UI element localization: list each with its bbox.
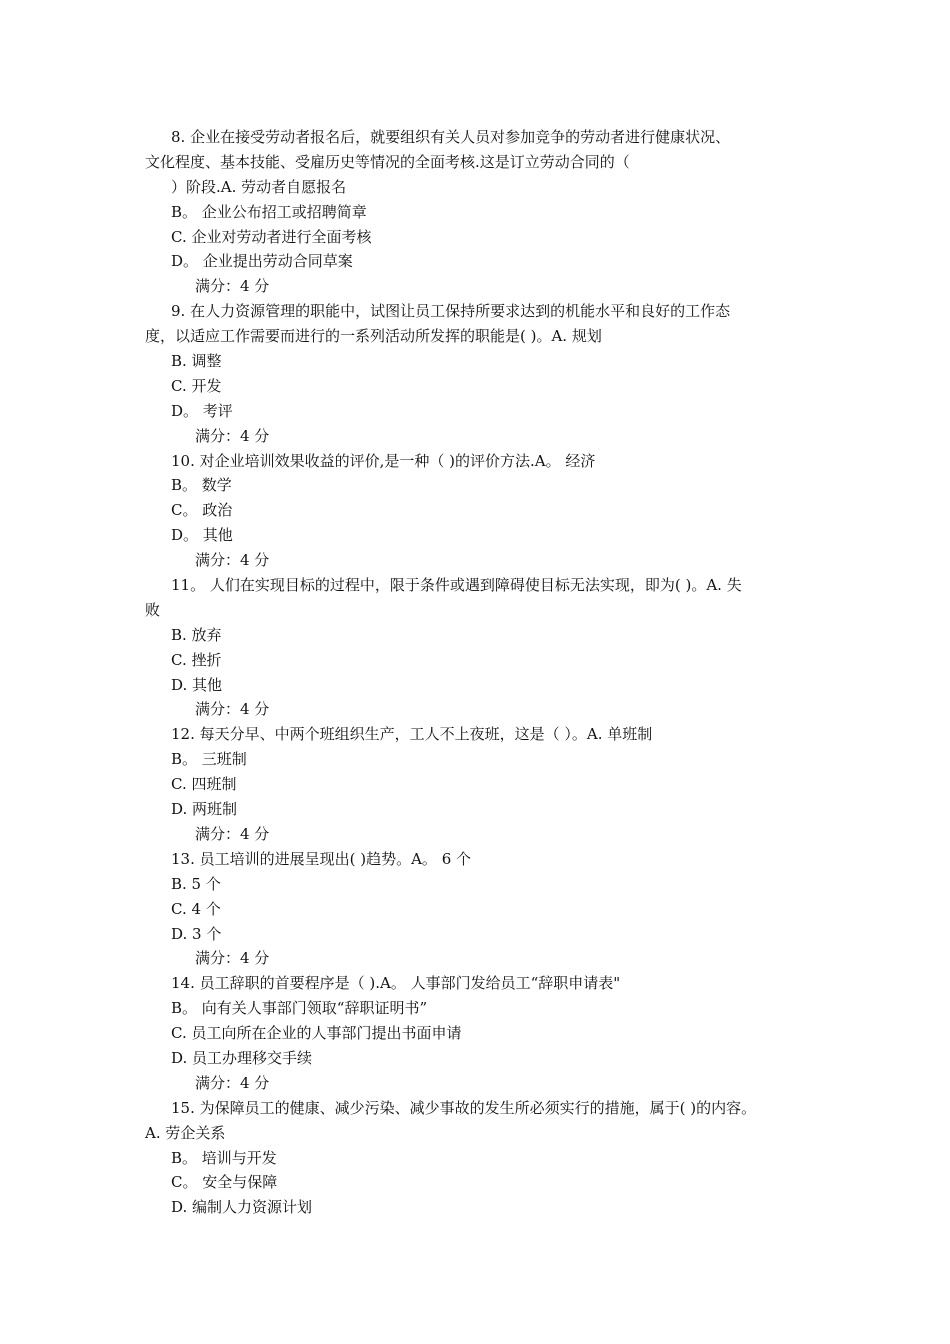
question-10-option-d: D。 其他 <box>171 526 233 545</box>
question-list <box>145 125 813 1220</box>
question-9-line-1: 9. 在人力资源管理的职能中，试图让员工保持所要求达到的机能水平和良好的工作态 <box>171 302 731 321</box>
question-14-score: 满分：4 分 <box>195 1073 270 1092</box>
question-12-line-1: 12. 每天分早、中两个班组织生产，工人不上夜班，这是（ ）。A. 单班制 <box>171 725 653 744</box>
question-8-line-2: 文化程度、基本技能、受雇历史等情况的全面考核.这是订立劳动合同的（ <box>145 152 630 171</box>
question-11-option-c: C. 挫折 <box>171 650 222 669</box>
question-10-line-1: 10. 对企业培训效果收益的评价,是一种（ )的评价方法.A。 经济 <box>171 451 596 470</box>
question-15-option-c: C。 安全与保障 <box>171 1173 278 1192</box>
question-14-option-c: C. 员工向所在企业的人事部门提出书面申请 <box>171 1024 462 1043</box>
question-12-option-d: D. 两班制 <box>171 800 238 819</box>
question-11-option-d: D. 其他 <box>171 675 223 694</box>
question-14-option-d: D. 员工办理移交手续 <box>171 1048 313 1067</box>
question-15-option-d: D. 编制人力资源计划 <box>171 1198 313 1217</box>
question-15-line-1: 15. 为保障员工的健康、减少污染、减少事故的发生所必须实行的措施，属于( )的内容。 <box>171 1098 757 1117</box>
question-9-option-b: B. 调整 <box>171 352 222 371</box>
question-12-option-b: B。 三班制 <box>171 750 247 769</box>
question-8-option-b: B。 企业公布招工或招聘简章 <box>171 202 367 221</box>
question-13-option-c: C. 4 个 <box>171 899 221 918</box>
question-10-option-b: B。 数学 <box>171 476 232 495</box>
question-14-option-b: B。 向有关人事部门领取“辞职证明书” <box>171 999 428 1018</box>
question-10-option-c: C。 政治 <box>171 501 233 520</box>
question-9-score: 满分：4 分 <box>195 426 270 445</box>
question-9-option-d: D。 考评 <box>171 401 233 420</box>
question-8-option-d: D。 企业提出劳动合同草案 <box>171 252 353 271</box>
question-13-line-1: 13. 员工培训的进展呈现出( )趋势。A。 6 个 <box>171 849 472 868</box>
question-15-line-2: A. 劳企关系 <box>145 1123 226 1142</box>
question-11-score: 满分：4 分 <box>195 700 270 719</box>
question-11-line-2: 败 <box>145 600 161 619</box>
question-13-option-b: B. 5 个 <box>171 874 221 893</box>
question-9-line-2: 度，以适应工作需要而进行的一系列活动所发挥的职能是( )。A. 规划 <box>145 327 602 346</box>
question-13-score: 满分：4 分 <box>195 949 270 968</box>
question-9-option-c: C. 开发 <box>171 376 222 395</box>
question-12-score: 满分：4 分 <box>195 824 270 843</box>
question-8-line-3: ）阶段.A. 劳动者自愿报名 <box>171 177 347 196</box>
question-15-option-b: B。 培训与开发 <box>171 1148 277 1167</box>
question-10-score: 满分：4 分 <box>195 551 270 570</box>
question-8-line-1: 8. 企业在接受劳动者报名后，就要组织有关人员对参加竞争的劳动者进行健康状况、 <box>171 128 731 146</box>
question-8-option-c: C. 企业对劳动者进行全面考核 <box>171 227 372 246</box>
question-11-line-1: 11。 人们在实现目标的过程中，限于条件或遇到障碍使目标无法实现，即为( )。A. 失 <box>171 576 742 595</box>
question-12-option-c: C. 四班制 <box>171 775 237 794</box>
question-13-option-d: D. 3 个 <box>171 924 222 943</box>
question-11-option-b: B. 放弃 <box>171 625 222 644</box>
question-8-score: 满分：4 分 <box>195 277 270 296</box>
question-14-line-1: 14. 员工辞职的首要程序是（ ).A。 人事部门发给员工“辞职申请表" <box>171 974 621 993</box>
